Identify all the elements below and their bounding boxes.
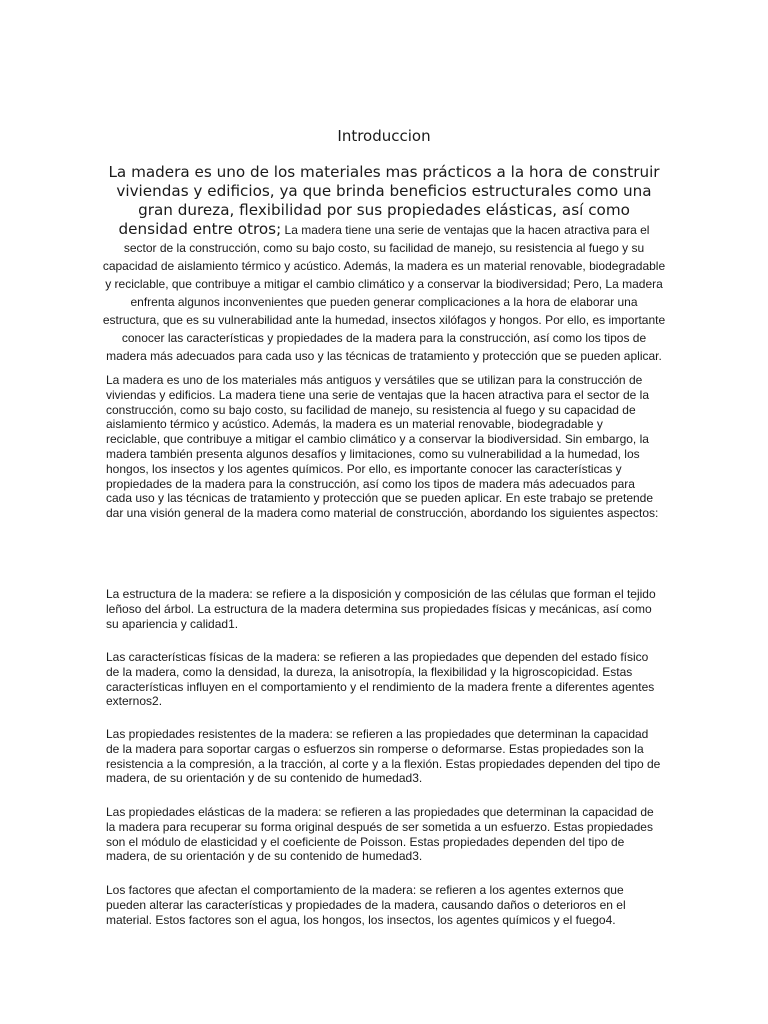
page-title: Introduccion (337, 127, 431, 145)
main-paragraph: La madera es uno de los materiales más antiguos y versátiles que se utilizan para la construcción de viviendas y edificios. La madera tiene una serie de ventajas que la hacen atractiva para el sector de la construcción, como su bajo costo, su facilidad de manejo, su resistencia al fuego y su capacidad de aislamiento térmico y acústico. Además, la madera es un material renovable, biodegradable y reciclable, que contribuye a mitigar el cambio climático y a conservar la biodiversidad. Sin embargo, la madera también presenta algunos desafíos y limitaciones, como su vulnerabilidad a la humedad, los hongos, los insectos y los agentes químicos. Por ello, es importante conocer las características y propiedades de la madera para la construcción, así como los tipos de madera más adecuados para cada uso y las técnicas de tratamiento y protección que se pueden aplicar. En este trabajo se pretende dar una visión general de la madera como material de construcción, abordando los siguientes aspectos: (106, 373, 659, 521)
factores-paragraph: Los factores que afectan el comportamiento de la madera: se refieren a los agentes externos que pueden alterar las características y propiedades de la madera, causando daños o deterioros en el material. Estos factores son el agua, los hongos, los insectos, los agentes químicos y el fuego4. (106, 883, 626, 927)
caracteristicas-fisicas-paragraph: Las características físicas de la madera: se refieren a las propiedades que dependen del estado físico de la madera, como la densidad, la dureza, la anisotropía, la flexibilidad y la higroscopicidad. Estas características influyen en el comportamiento y el rendimiento de la madera frente a diferentes agentes externos2. (106, 650, 655, 709)
intro-rest-text: La madera tiene una serie de ventajas que la hacen atractiva para el sector de la construcción, como su bajo costo, su facilidad de manejo, su resistencia al fuego y su capacidad de aislamiento térmico y acústico. Además, la madera es un material renovable, biodegradable y reciclable, que contribuye a mitigar el cambio climático y a conservar la biodiversidad; Pero, La madera enfrenta algunos inconvenientes que pueden generar complicaciones a la hora de elaborar una estructura, que es su vulnerabilidad ante la humedad, insectos xilófagos y hongos. Por ello, es importante conocer las características y propiedades de la madera para la construcción, así como los tipos de madera más adecuados para cada uso y las técnicas de tratamiento y protección que se pueden aplicar. (102, 223, 666, 363)
intro-paragraph (102, 163, 666, 365)
intro-lead-text: La madera es uno de los materiales mas prácticos a la hora de construir viviendas y edificios, ya que brinda beneficios estructurales como una gran dureza, flexibilidad por sus propiedades elásticas, así como densidad entre otros; (108, 163, 660, 238)
propiedades-elasticas-paragraph: Las propiedades elásticas de la madera: se refieren a las propiedades que determinan la capacidad de la madera para recuperar su forma original después de ser sometida a un esfuerzo. Estas propiedades son el módulo de elasticidad y el coeficiente de Poisson. Estas propiedades dependen del tipo de madera, de su orientación y de su contenido de humedad3. (106, 805, 654, 864)
estructura-paragraph: La estructura de la madera: se refiere a la disposición y composición de las células que forman el tejido leñoso del árbol. La estructura de la madera determina sus propiedades físicas y mecánicas, así como su apariencia y calidad1. (106, 587, 656, 631)
propiedades-resistentes-paragraph: Las propiedades resistentes de la madera: se refieren a las propiedades que determinan la capacidad de la madera para soportar cargas o esfuerzos sin romperse o deformarse. Estas propiedades son la resistencia a la compresión, a la tracción, al corte y a la flexión. Estas propiedades dependen del tipo de madera, de su orientación y de su contenido de humedad3. (106, 727, 661, 786)
